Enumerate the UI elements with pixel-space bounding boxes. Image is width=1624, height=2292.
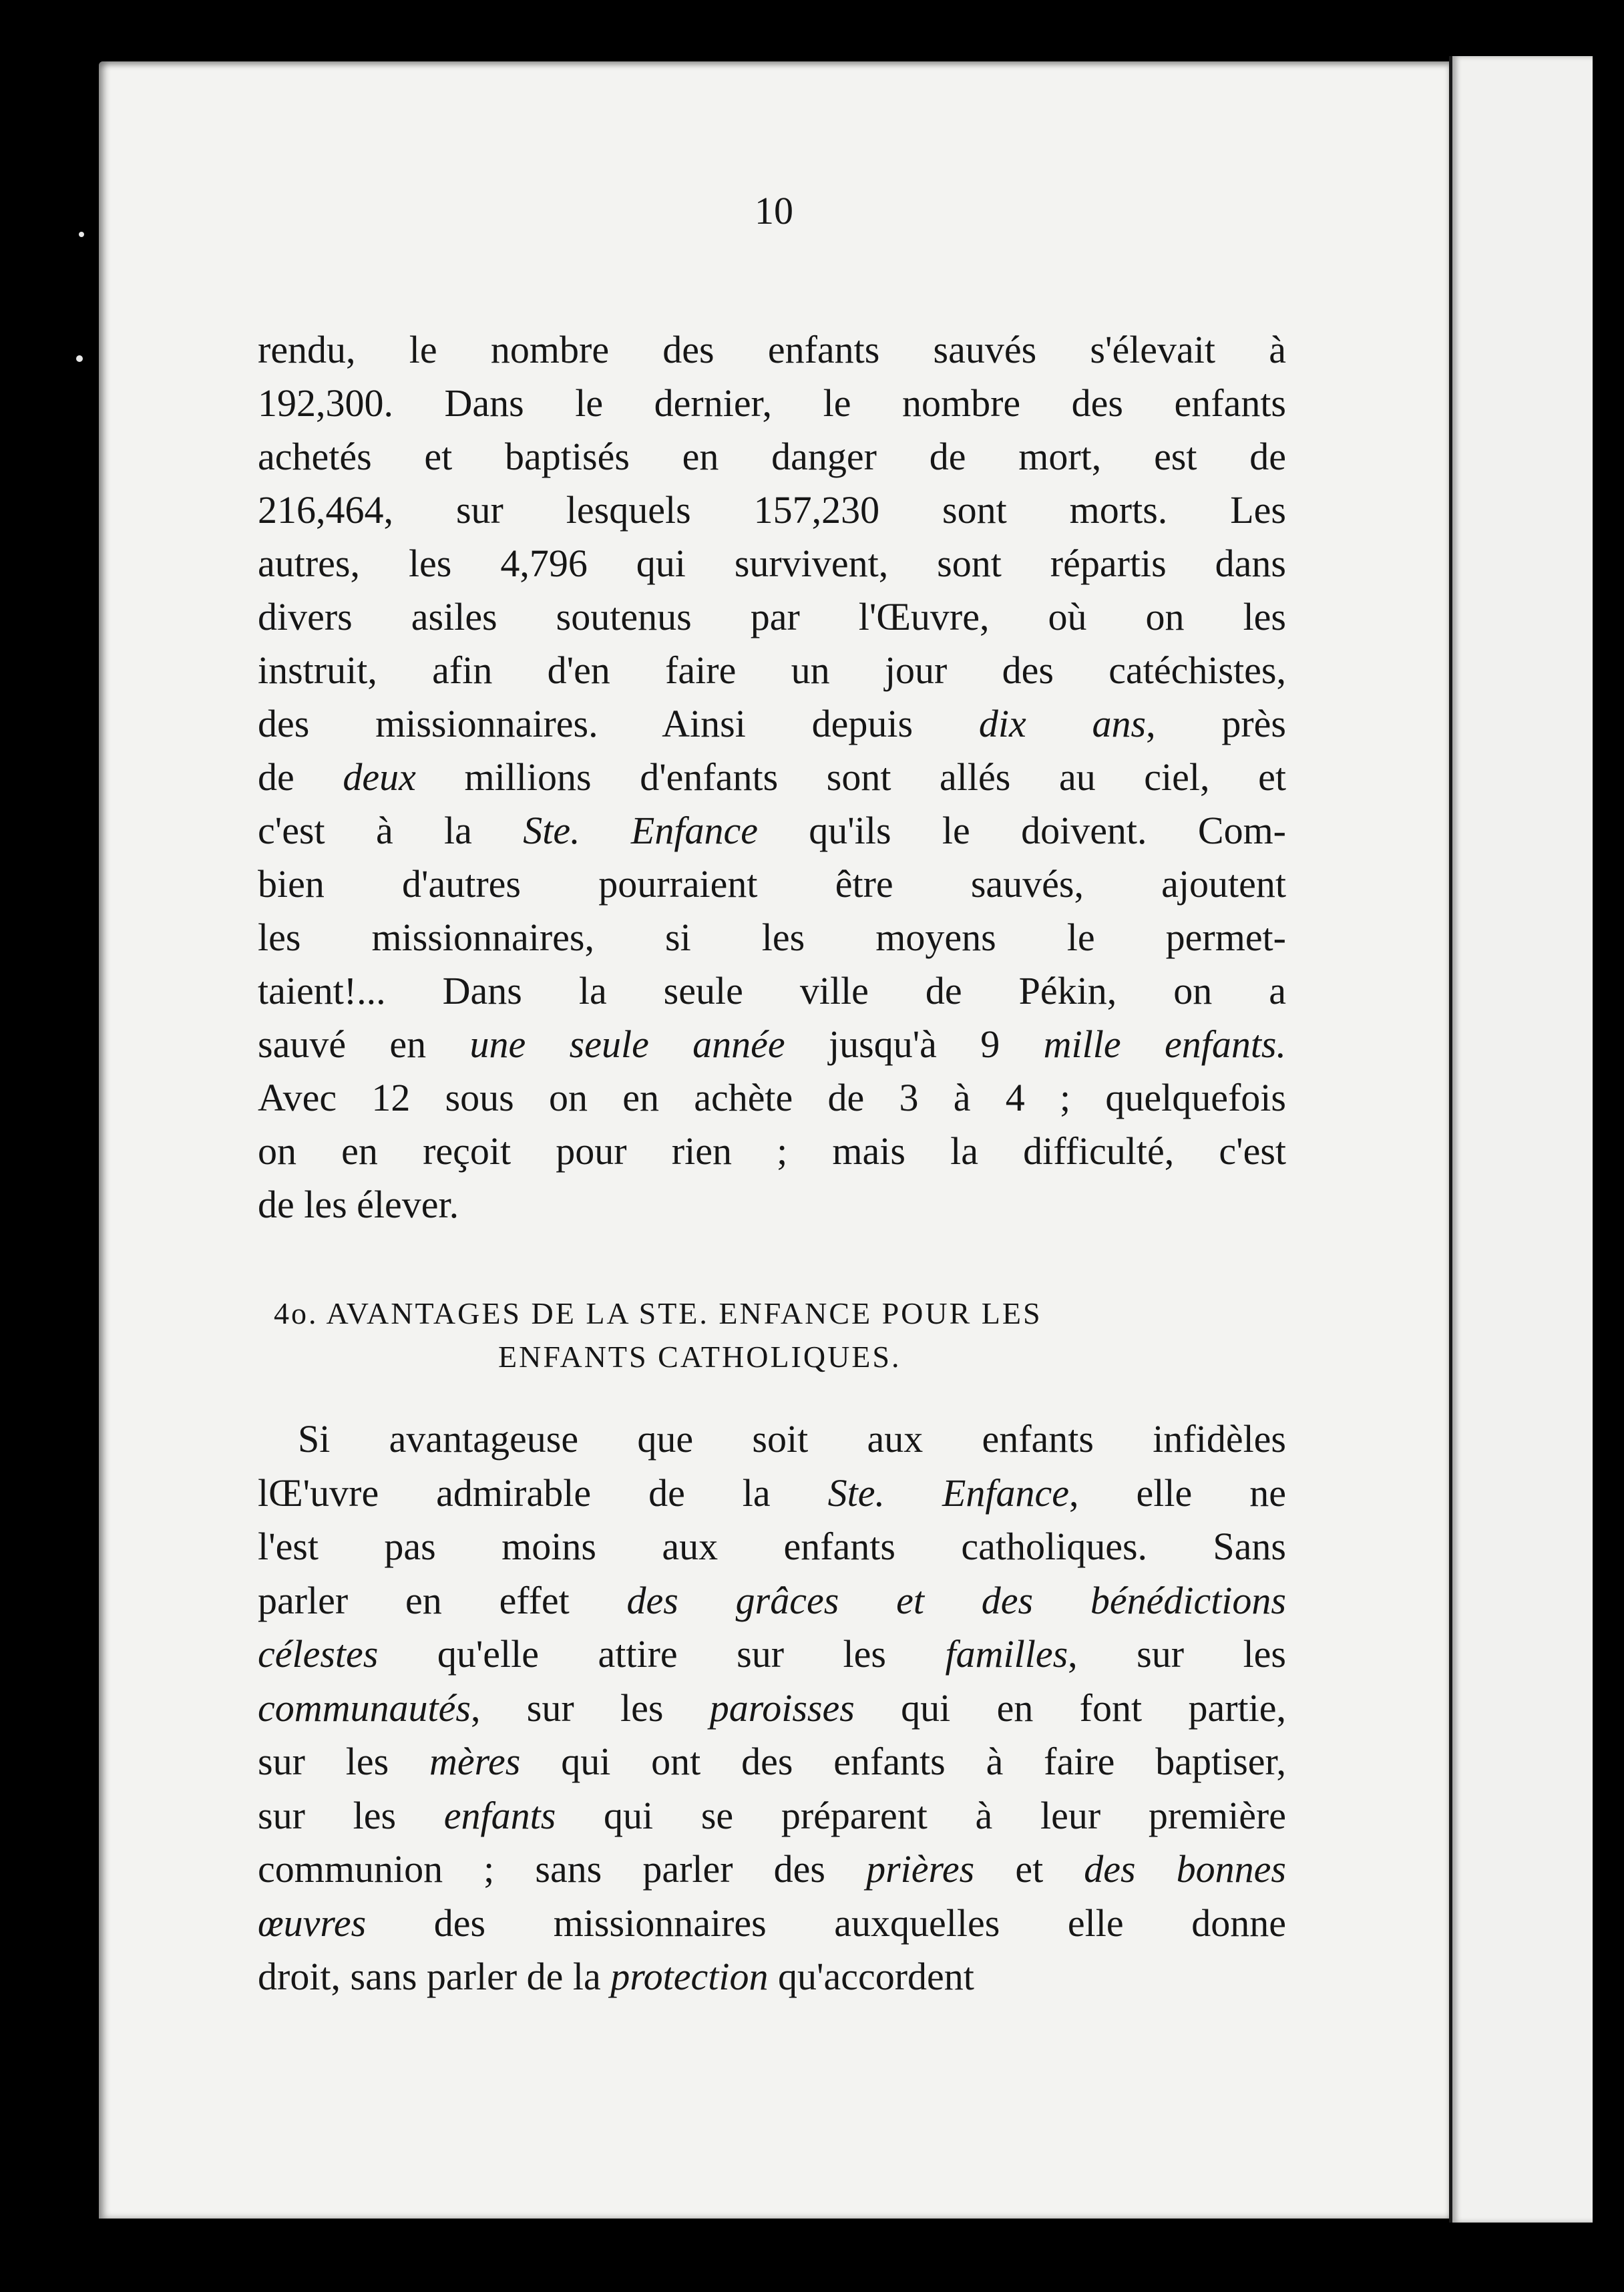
italic-text: prières xyxy=(866,1847,975,1891)
paragraph-2-line xyxy=(298,1412,1286,1466)
line-text: parler en effet xyxy=(258,1578,627,1622)
paragraph-2-line xyxy=(258,1897,1286,1950)
line-text: qui ont des enfants à faire baptiser, xyxy=(520,1740,1287,1783)
paragraph-1-line xyxy=(258,537,1286,590)
italic-text: dix ans xyxy=(978,702,1147,745)
line-text: de les élever. xyxy=(258,1183,459,1226)
italic-text: communautés xyxy=(258,1686,471,1730)
line-text: , sur les xyxy=(470,1686,710,1730)
paragraph-2-line xyxy=(258,1682,1286,1735)
line-text: , près xyxy=(1146,702,1286,745)
paragraph-2-line xyxy=(258,1574,1286,1628)
line-text: qu'ils le doivent. Com- xyxy=(757,809,1286,852)
page-number: 10 xyxy=(755,189,793,232)
paragraph-2-line xyxy=(258,1735,1286,1788)
paragraph-1-line xyxy=(258,323,1286,377)
line-text: 192,300. Dans le dernier, le nombre des enfants xyxy=(258,381,1286,425)
italic-text: deux xyxy=(343,755,416,799)
paragraph-1-line xyxy=(258,430,1286,484)
adjacent-page-edge xyxy=(1449,56,1593,2223)
line-text: Avec 12 sous on en achète de 3 à 4 ; quelquefois xyxy=(258,1076,1286,1119)
italic-text: mères xyxy=(429,1740,521,1783)
italic-text: paroisses xyxy=(709,1686,855,1730)
scan-speck xyxy=(76,355,83,362)
paragraph-1-line xyxy=(258,484,1286,537)
paragraph-1-line xyxy=(258,751,1286,804)
line-text: sauvé en xyxy=(258,1022,470,1066)
line-text: sur les xyxy=(258,1740,429,1783)
paragraph-2-line xyxy=(258,1520,1286,1573)
line-text: autres, les 4,796 qui survivent, sont répartis dans xyxy=(258,542,1286,585)
line-text: divers asiles soutenus par l'Œuvre, où on les xyxy=(258,595,1286,638)
line-text: l'est pas moins aux enfants catholiques. Sans xyxy=(258,1525,1286,1568)
line-text: instruit, afin d'en faire un jour des catéchistes, xyxy=(258,648,1286,692)
line-text: taient!... Dans la seule ville de Pékin, on a xyxy=(258,969,1286,1012)
line-text: lŒ'uvre admirable de la xyxy=(258,1471,828,1515)
line-text: bien d'autres pourraient être sauvés, ajoutent xyxy=(258,862,1286,906)
line-text: , sur les xyxy=(1068,1632,1286,1676)
line-text: sur les xyxy=(258,1793,444,1837)
italic-text: enfants xyxy=(443,1793,556,1837)
line-text: millions d'enfants sont allés au ciel, et xyxy=(415,755,1286,799)
paragraph-1-line xyxy=(258,377,1286,430)
line-text: les missionnaires, si les moyens le permet- xyxy=(258,916,1286,959)
line-text: communion ; sans parler des xyxy=(258,1847,867,1891)
paragraph-1-line xyxy=(258,590,1286,644)
line-text: droit, sans parler de la xyxy=(258,1955,611,1998)
line-text: 216,464, sur lesquels 157,230 sont morts. Les xyxy=(258,488,1286,532)
paragraph-1-line xyxy=(258,1125,1286,1178)
paragraph-2-line xyxy=(258,1950,1286,2003)
line-text: Si avantageuse que soit aux enfants infidèles xyxy=(298,1417,1286,1461)
paragraph-1-line xyxy=(258,964,1286,1018)
section-heading-line-1: 4o. AVANTAGES DE LA STE. ENFANCE POUR LES xyxy=(274,1296,1042,1330)
section-heading-line-2: ENFANTS CATHOLIQUES. xyxy=(498,1340,901,1374)
paragraph-2-line xyxy=(258,1628,1286,1681)
italic-text: Ste. Enfance xyxy=(827,1471,1070,1515)
paragraph-1-line xyxy=(258,697,1286,751)
line-text: qui se préparent à leur première xyxy=(556,1793,1286,1837)
italic-text: mille enfants. xyxy=(1043,1022,1286,1066)
line-text: qui en font partie, xyxy=(854,1686,1286,1730)
line-text: et xyxy=(974,1847,1084,1891)
line-text: qu'elle attire sur les xyxy=(378,1632,946,1676)
paragraph-1-line xyxy=(258,1071,1286,1125)
line-text: des missionnaires. Ainsi depuis xyxy=(258,702,979,745)
paragraph-1-line xyxy=(258,911,1286,964)
book-page xyxy=(99,61,1449,2219)
italic-text: des grâces et des bénédictions xyxy=(626,1578,1286,1622)
italic-text: célestes xyxy=(258,1632,379,1676)
italic-text: œuvres xyxy=(258,1901,367,1945)
paragraph-1-line xyxy=(258,857,1286,911)
italic-text: des bonnes xyxy=(1084,1847,1286,1891)
line-text: de xyxy=(258,755,343,799)
line-text: rendu, le nombre des enfants sauvés s'élevait à xyxy=(258,328,1286,371)
line-text: on en reçoit pour rien ; mais la difficulté, c'est xyxy=(258,1129,1286,1173)
scan-speck xyxy=(79,232,84,237)
italic-text: familles xyxy=(945,1632,1068,1676)
paragraph-1-line xyxy=(258,1178,1286,1231)
paragraph-2-line xyxy=(258,1467,1286,1520)
line-text: achetés et baptisés en danger de mort, est de xyxy=(258,435,1286,478)
italic-text: protection xyxy=(610,1955,769,1998)
paragraph-1-line xyxy=(258,644,1286,697)
paragraph-1-line xyxy=(258,1018,1286,1071)
line-text: c'est à la xyxy=(258,809,524,852)
line-text: des missionnaires auxquelles elle donne xyxy=(366,1901,1286,1945)
line-text: jusqu'à 9 xyxy=(785,1022,1044,1066)
paragraph-2-line xyxy=(258,1843,1286,1896)
line-text: , elle ne xyxy=(1069,1471,1286,1515)
line-text: qu'accordent xyxy=(768,1955,974,1998)
italic-text: une seule année xyxy=(469,1022,785,1066)
italic-text: Ste. Enfance xyxy=(523,809,758,852)
paragraph-1-line xyxy=(258,804,1286,857)
paragraph-2-line xyxy=(258,1789,1286,1843)
